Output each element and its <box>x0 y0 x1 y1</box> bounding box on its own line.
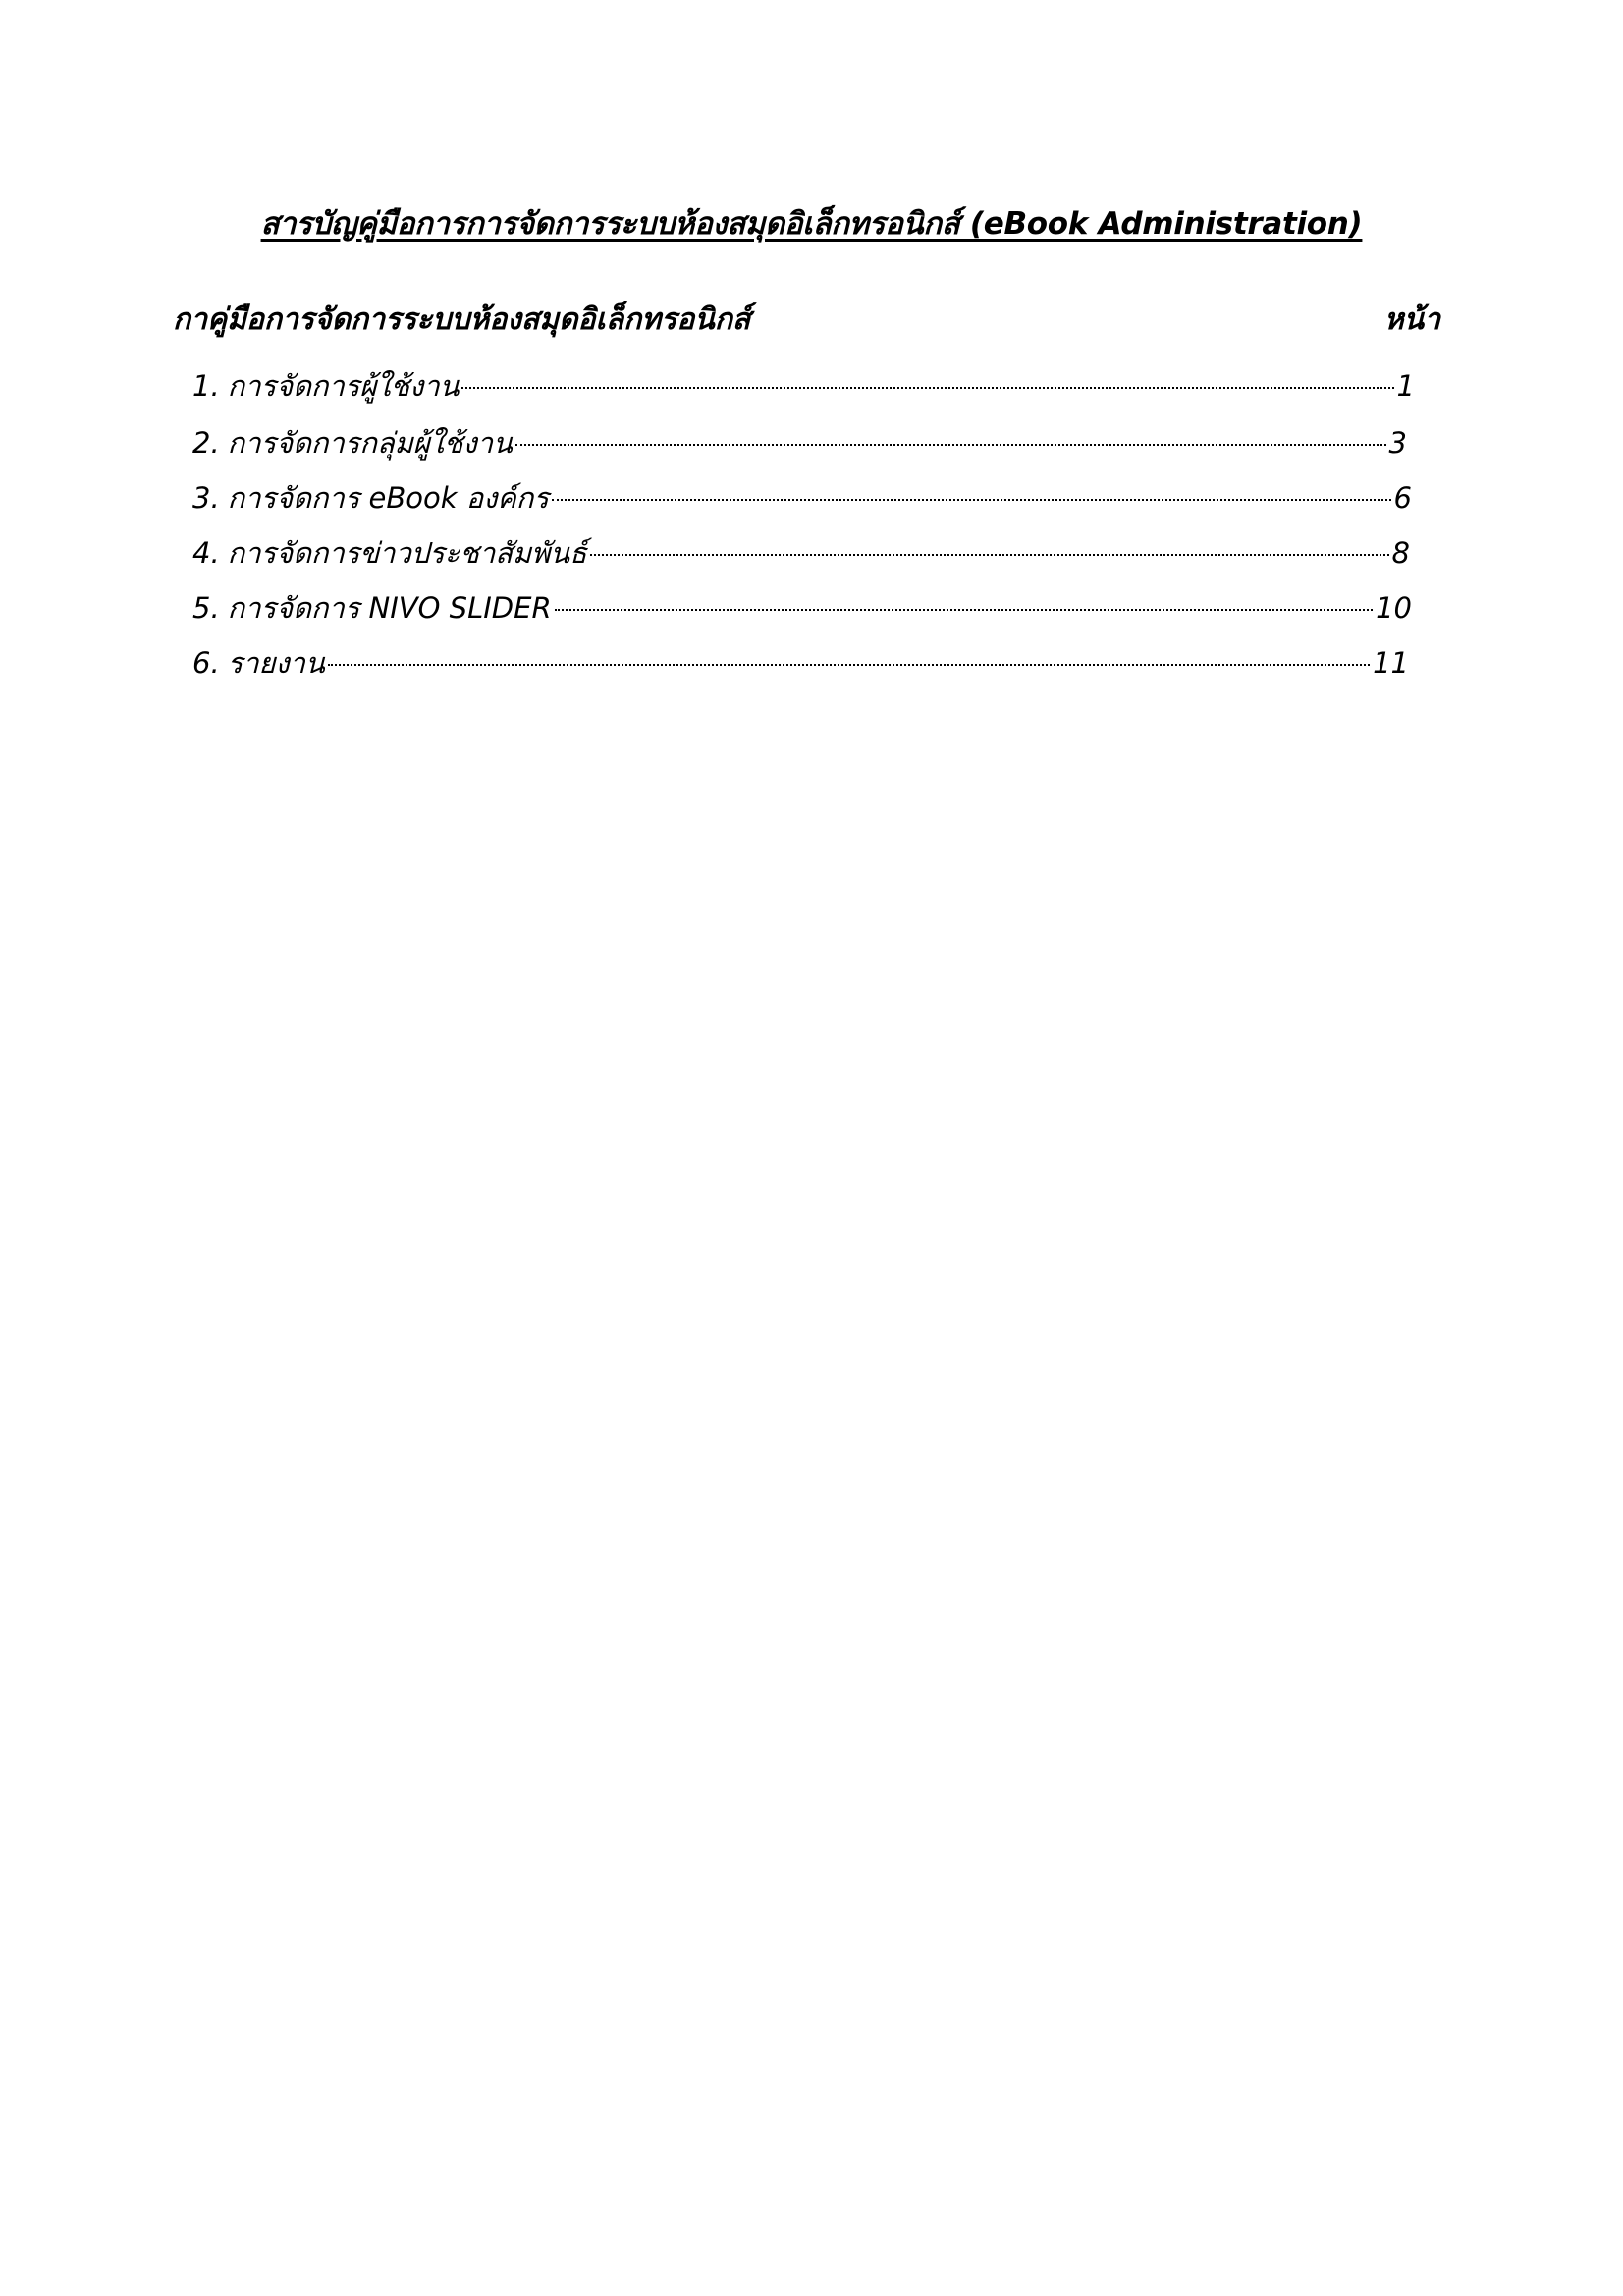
toc-entry-label: การจัดการ eBook องค์กร <box>227 481 549 515</box>
toc-dot-leader <box>515 444 1386 446</box>
toc-entry-page: 11 <box>1373 646 1409 680</box>
toc-entry-label: การจัดการ NIVO SLIDER <box>227 591 552 625</box>
toc-dot-leader <box>590 554 1389 556</box>
toc-entry-nivo-slider <box>192 585 1412 640</box>
toc-dot-leader <box>552 499 1391 501</box>
toc-entry-number: 1. <box>192 369 220 403</box>
table-of-contents <box>192 363 1420 695</box>
toc-entry-ebook <box>192 475 1412 530</box>
toc-entry-label: การจัดการกลุ่มผู้ใช้งาน <box>227 426 513 460</box>
toc-heading-label: กาคู่มือการจัดการระบบห้องสมุดอิเล็กทรอนิกส์ <box>173 302 751 337</box>
toc-entry-label: รายงาน <box>227 646 325 680</box>
toc-entry-page: 6 <box>1393 481 1412 515</box>
toc-entry-label: การจัดการผู้ใช้งาน <box>227 369 460 403</box>
toc-dot-leader <box>461 387 1393 389</box>
toc-dot-leader <box>555 609 1373 611</box>
toc-entry-number: 2. <box>192 426 220 460</box>
toc-entry-number: 5. <box>192 591 220 625</box>
toc-entry-page: 1 <box>1396 369 1415 403</box>
toc-entry-page: 3 <box>1388 426 1407 460</box>
toc-entry-reports <box>192 640 1409 695</box>
toc-entry-number: 3. <box>192 481 220 515</box>
toc-heading <box>173 297 1440 340</box>
toc-entry-news <box>192 530 1410 585</box>
toc-entry-number: 6. <box>192 646 220 680</box>
toc-entry-users <box>192 363 1415 420</box>
toc-page-column-label: หน้า <box>1383 302 1440 337</box>
toc-entry-page: 8 <box>1391 536 1410 570</box>
document-title: สารบัญคู่มือการการจัดการระบบห้องสมุดอิเล็กทรอนิกส์ (eBook Administration) <box>260 206 1363 242</box>
toc-entry-page: 10 <box>1376 591 1412 625</box>
toc-entry-user-groups <box>192 420 1407 475</box>
toc-entry-number: 4. <box>192 536 220 570</box>
toc-entry-label: การจัดการข่าวประชาสัมพันธ์ <box>227 536 587 570</box>
toc-dot-leader <box>328 664 1370 666</box>
